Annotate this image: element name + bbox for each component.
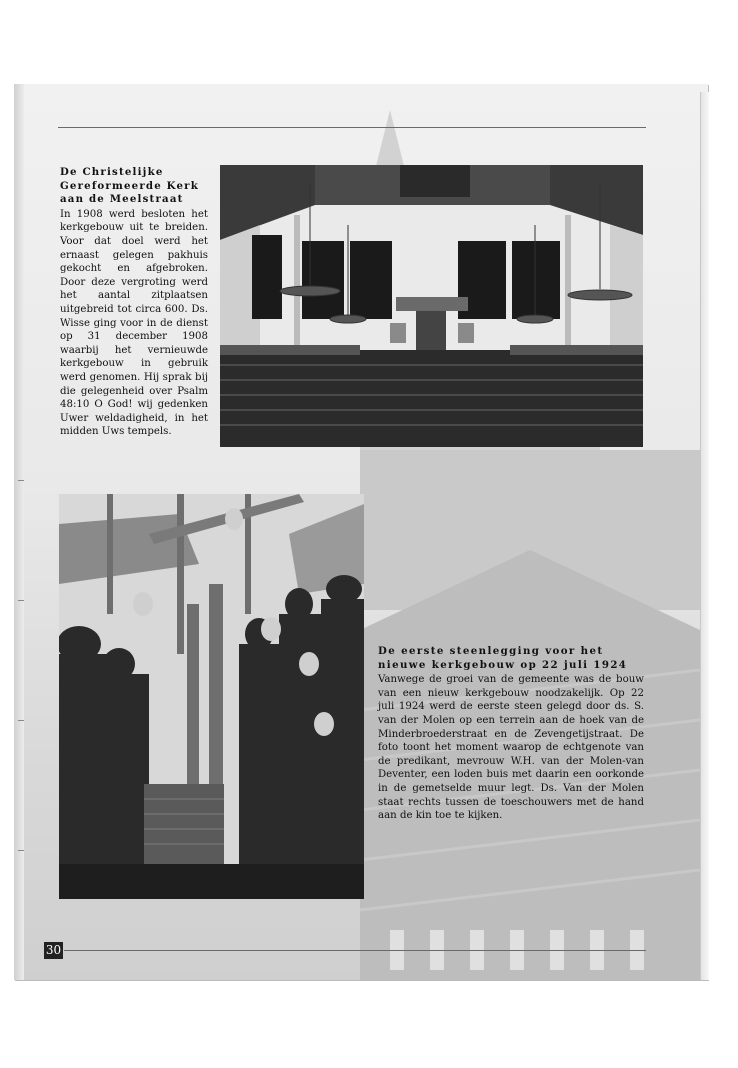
foundation-stone-crowd-photo bbox=[59, 494, 364, 899]
right-caption-body: Vanwege de groei van de gemeente was de bouw van een nieuw kerkgebouw noodzakelijk. Op 22 juli 1924 werd de eerste steen gelegd door ds. S. van der Molen op een terrein aan de hoek van de Minderbroederstraat en de Zevengetijstraat. De foto toont het moment waarop de echtgenote van de predikant, mevrouw W.H. van der Molen-van Deventer, een loden buis met daarin een oorkonde in de gemetselde muur legt. Ds. Van der Molen staat rechts tussen de toeschouwers met de hand aan de kin toe te kijken. bbox=[378, 674, 644, 822]
margin-tick bbox=[18, 480, 24, 481]
margin-tick bbox=[18, 720, 24, 721]
margin-tick bbox=[18, 600, 24, 601]
next-page-edge bbox=[700, 92, 709, 980]
left-caption bbox=[60, 166, 208, 439]
right-caption bbox=[378, 645, 644, 823]
left-caption-body: In 1908 werd besloten het kerkgebouw uit te breiden. Voor dat doel werd het ernaast gelegen pakhuis gekocht en afgebroken. Door deze vergroting werd het aantal zitplaatsen uitgebreid tot circa 600. Ds. Wisse ging voor in de dienst op 31 december 1908 waarbij het vernieuwde kerkgebouw in gebruik werd genomen. Hij sprak bij die gelegenheid over Psalm 48:10 O God! wij gedenken Uwer weldadigheid, in het midden Uws tempels. bbox=[60, 208, 208, 438]
margin-tick bbox=[18, 850, 24, 851]
book-spine bbox=[14, 84, 24, 980]
church-interior-photo bbox=[220, 165, 643, 447]
left-caption-title: De Christelijke Gereformeerde Kerk aan de Meelstraat bbox=[60, 166, 199, 206]
bottom-rule bbox=[64, 950, 646, 951]
page-number: 30 bbox=[45, 943, 62, 957]
top-rule bbox=[58, 127, 646, 128]
right-caption-title: De eerste steenlegging voor het nieuwe kerkgebouw op 22 juli 1924 bbox=[378, 645, 628, 671]
